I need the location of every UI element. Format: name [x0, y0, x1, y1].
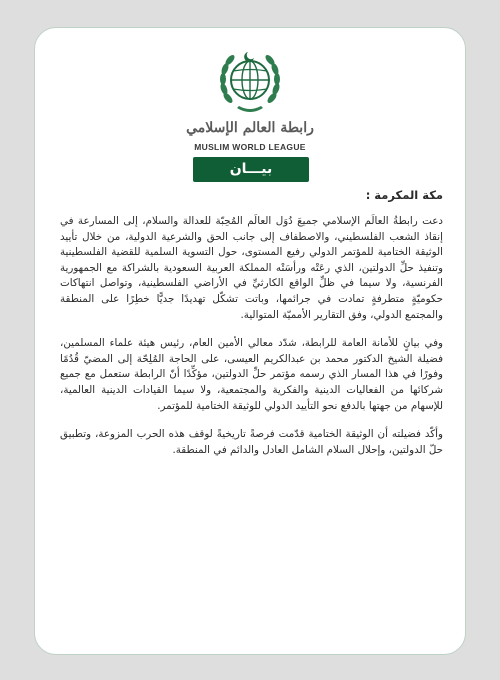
paragraph-2: وفي بيانٍ للأمانة العامة للرابطة، شدّد معالي الأمين العام، رئيس هيئة علماء المسلمين، فضيلة الشيخ الدكتور محمد بن عبدالكريم العيسى، على الحاجة المُلِحّة إلى المضيّ قُدُمًا وفورًا في هذا المسار الذي رسمه مؤتمر حلِّ الدولتين، مؤكِّدًا أنّ الرابطة ستعمل مع جميع شركائها من الفعاليات الدينية والفكرية والمجتمعية، ولا سيما القيادات الدينية العالمية، للإسهام من جهتها بالدفع نحو التأييد الدولي للوثيقة الختامية للمؤتمر.	[60, 337, 443, 412]
globe-wreath-emblem-icon	[215, 46, 285, 118]
logo	[35, 46, 465, 118]
paragraph-1: دعت رابطةُ العالَم الإسلامي جميعَ دُوَل العالَم المُحِبّة للعدالة والسلام، إلى المسارعة في إنقاذ الشعب الفلسطيني، والاصطفاف إلى جانب الحق والشرعية الدولية، من خلال تأييد الوثيقة الختامية للمؤتمر الدولي رفيع المستوى، حول التسوية السلمية للقضية الفلسطينية وتنفيذ حلِّ الدولتين، الذي رعَتْه ورأسَتْه المملكة العربية السعودية بالشراكة مع الجمهورية الفرنسية، ولا سيما في ظلِّ الواقع الكارثيِّ في الأراضي الفلسطينية، وتواصل انتهاكات حكوميّةٍ متطرفةٍ تمادت في جرائمها، وباتت تشكّل تهديدًا جديًّا خطِرًا على المنطقة والمجتمع الدولي، وفق التقارير الأمميّة المتوالية.	[60, 215, 443, 321]
statement-body	[60, 186, 443, 471]
statement-badge: بيـــان	[193, 157, 309, 182]
paragraph-3: وأكّد فضيلته أن الوثيقة الختامية قدّمت فرصةً تاريخيةً لوقف هذه الحرب المزوعة، وتطبيق حلّ الدولتين، وإحلال السلام الشامل العادل والدائم في المنطقة.	[60, 428, 443, 456]
org-name-arabic: رابطة العالم الإسلامي	[186, 120, 314, 136]
org-name-english: MUSLIM WORLD LEAGUE	[194, 142, 306, 152]
dateline: مكة المكرمة :	[365, 188, 443, 202]
statement-card	[34, 27, 466, 655]
